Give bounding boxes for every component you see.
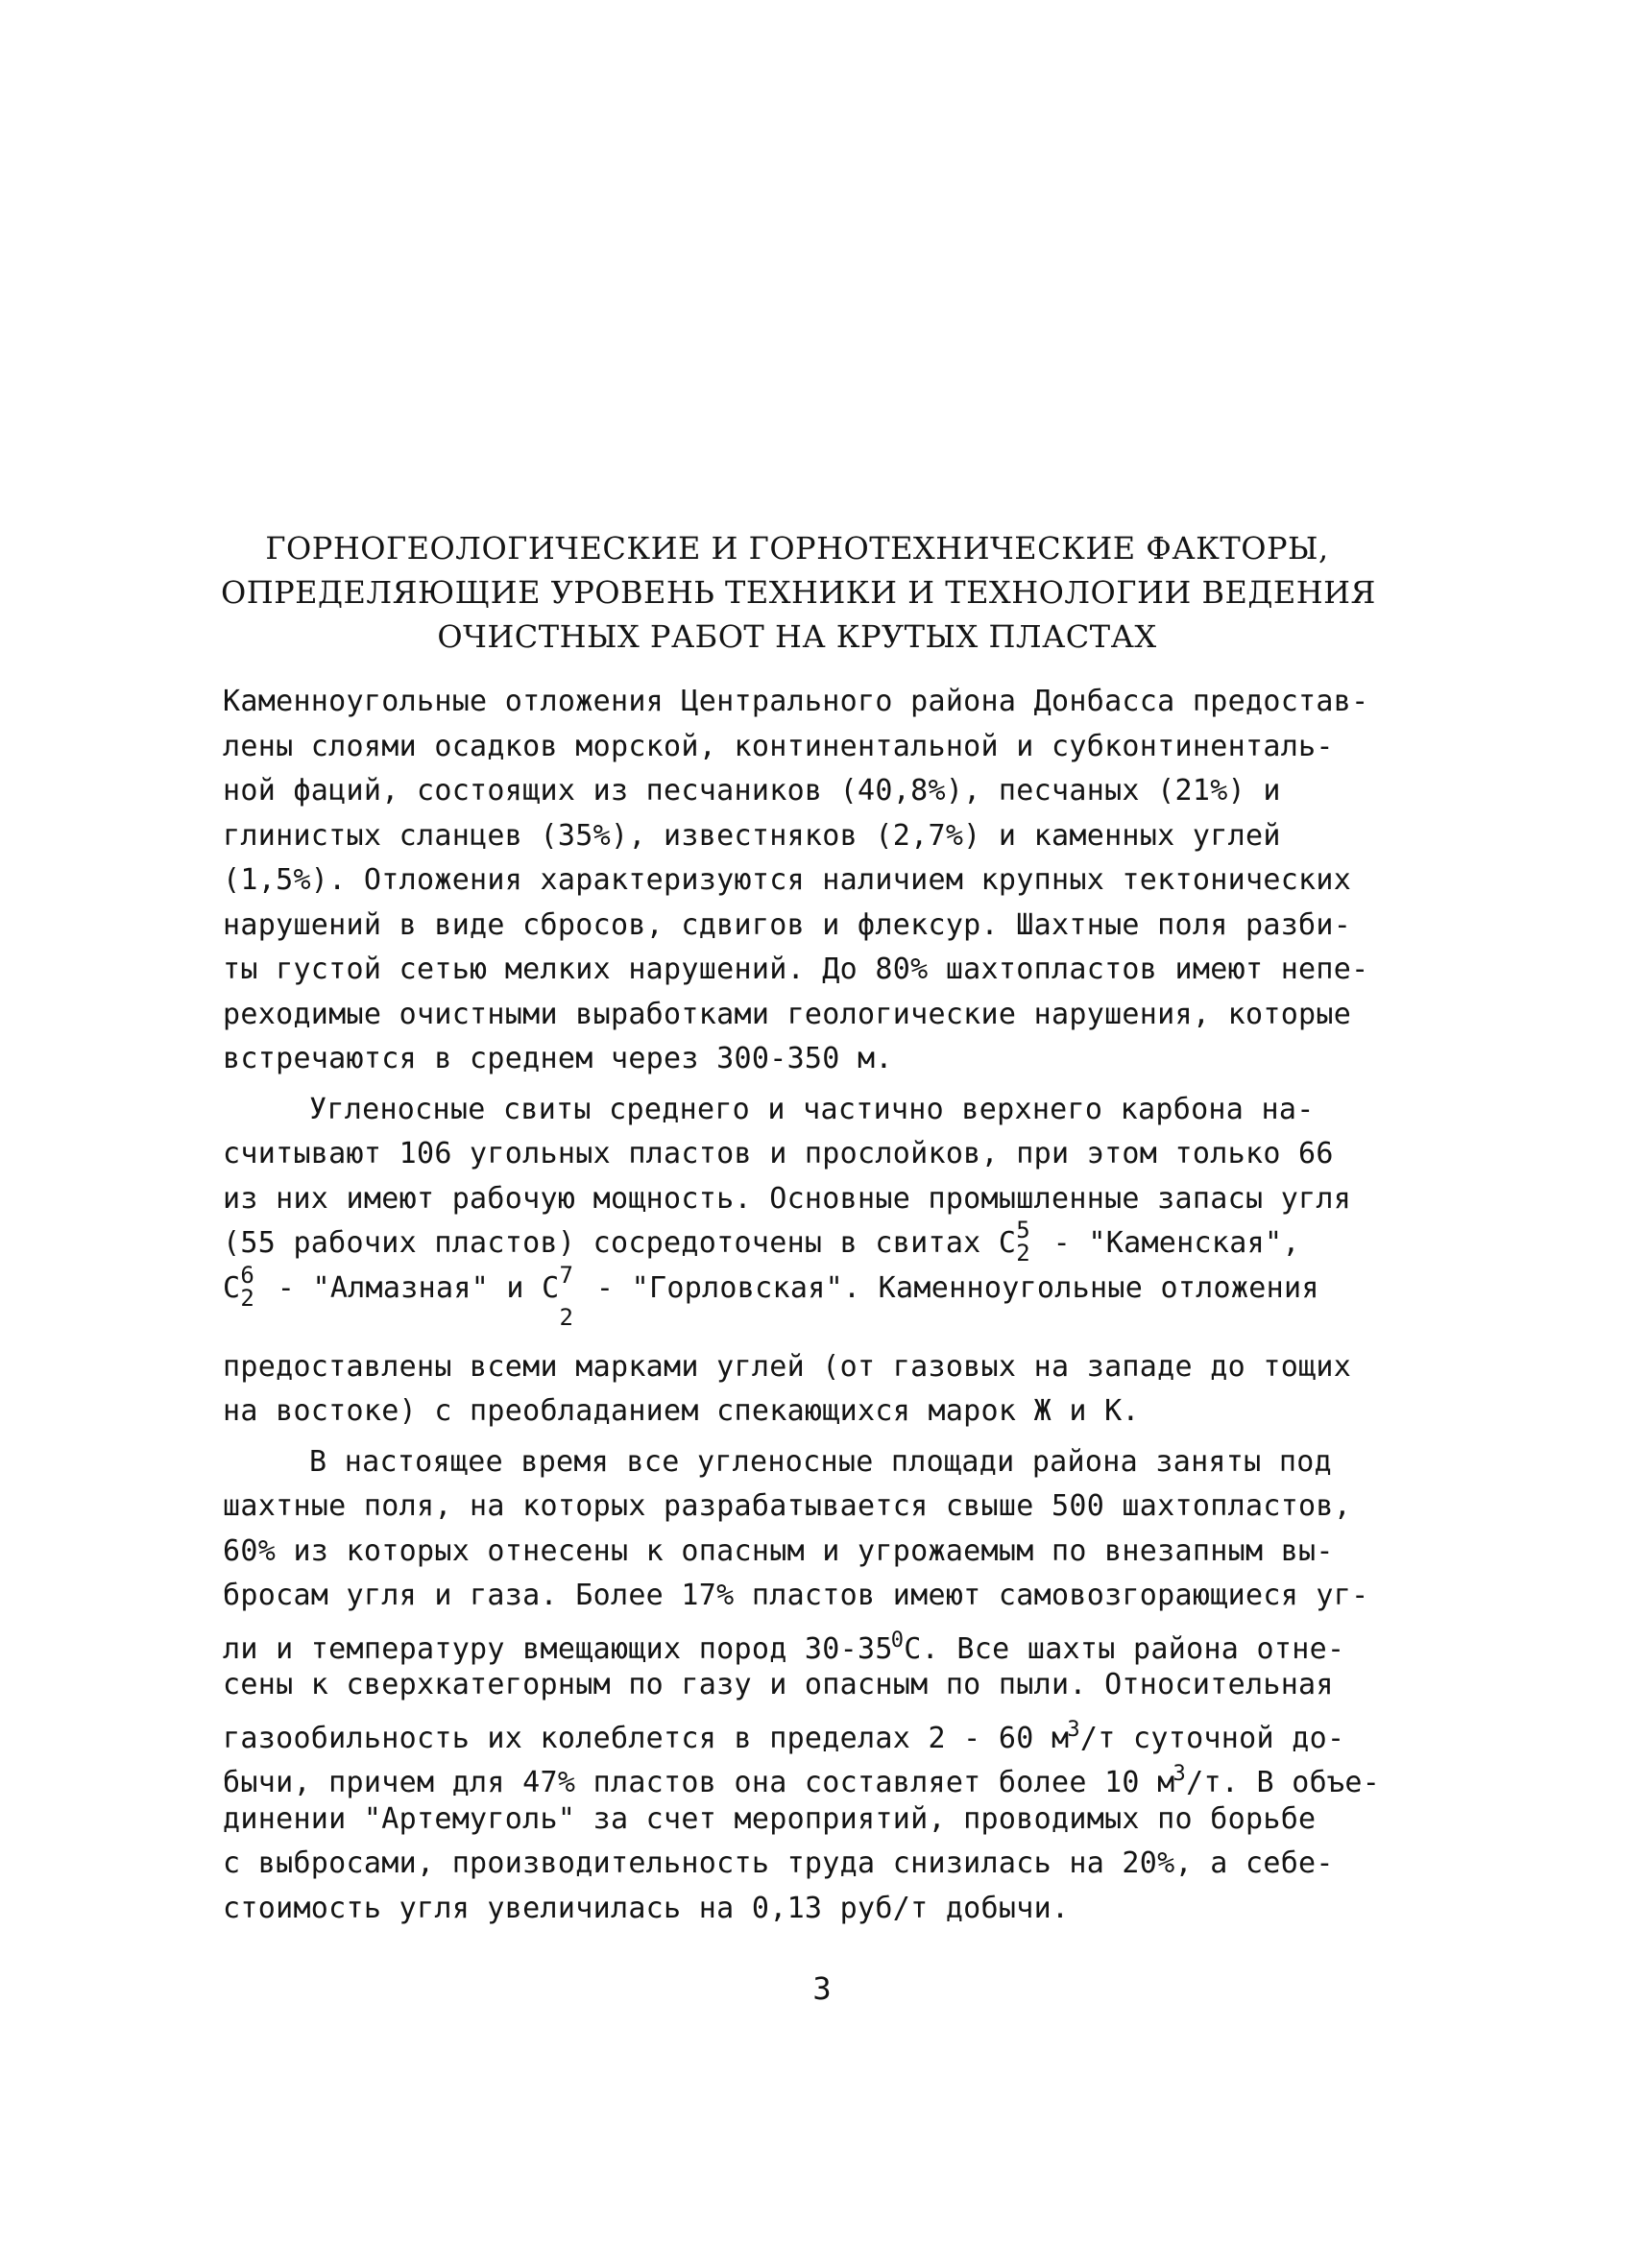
text-run: газообильность их колеблется в пределах 2 - 60 м bbox=[223, 1721, 1070, 1755]
paragraph-line bbox=[223, 1261, 1452, 1345]
paragraph-line: из них имеют рабочую мощность. Основные промышленные запасы угля bbox=[223, 1181, 1352, 1216]
page-number: 3 bbox=[812, 1970, 832, 2007]
paragraph-line bbox=[223, 1752, 1452, 1798]
paragraph-line: Каменноугольные отложения Центрального района Донбасса предостав- bbox=[223, 685, 1369, 718]
paragraph-line bbox=[223, 1619, 1452, 1664]
paragraph-line: стоимость угля увеличилась на 0,13 руб/т добычи. bbox=[223, 1891, 1070, 1925]
body-text bbox=[223, 680, 1452, 1931]
superscript: 5 bbox=[1016, 1217, 1031, 1243]
superscript: 3 bbox=[1173, 1762, 1187, 1786]
section-title bbox=[221, 526, 1376, 659]
formula-index bbox=[559, 1261, 579, 1331]
paragraph-line: нарушений в виде сбросов, сдвигов и флексур. Шахтные поля разби- bbox=[223, 907, 1352, 942]
subscript: 2 bbox=[1016, 1240, 1031, 1267]
paragraph-line: с выбросами, производительность труда снизилась на 20%, а себе- bbox=[223, 1846, 1334, 1880]
paragraph-line: лены слоями осадков морской, континентальной и субконтиненталь- bbox=[223, 729, 1334, 763]
paragraph-line bbox=[223, 1217, 1452, 1267]
superscript: 7 bbox=[559, 1261, 574, 1289]
paragraph-line: реходимые очистными выработками геологические нарушения, которые bbox=[223, 997, 1352, 1031]
text-run: С. Все шахты района отне- bbox=[904, 1631, 1345, 1666]
paragraph-1 bbox=[223, 680, 1452, 1082]
formula-index bbox=[240, 1261, 259, 1312]
paragraph-line: 60% из которых отнесены к опасным и угрожаемым по внезапным вы- bbox=[223, 1533, 1334, 1568]
superscript: 6 bbox=[240, 1261, 255, 1289]
paragraph-line: бросам угля и газа. Более 17% пластов имеют самовозгорающиеся уг- bbox=[223, 1579, 1369, 1612]
text-run: С bbox=[223, 1270, 241, 1305]
paragraph-line: (1,5%). Отложения характеризуются наличием крупных тектонических bbox=[223, 863, 1352, 897]
text-run: /т суточной до- bbox=[1079, 1721, 1345, 1755]
paragraph-line: глинистых сланцев (35%), известняков (2,7%) и каменных углей bbox=[223, 818, 1281, 853]
superscript: 3 bbox=[1067, 1717, 1080, 1742]
subscript: 2 bbox=[559, 1303, 574, 1331]
paragraph-line: сены к сверхкатегорным по газу и опасным по пыли. Относительная bbox=[223, 1668, 1334, 1701]
paragraph-line: В настоящее время все угленосные площади района заняты под bbox=[309, 1444, 1332, 1479]
paragraph-line: ты густой сетью мелких нарушений. До 80% шахтопластов имеют непе- bbox=[223, 953, 1369, 986]
paragraph-line: на востоке) с преобладанием спекающихся марок Ж и К. bbox=[223, 1394, 1140, 1428]
title-line-2: ОПРЕДЕЛЯЮЩИЕ УРОВЕНЬ ТЕХНИКИ И ТЕХНОЛОГИИ ВЕДЕНИЯ bbox=[221, 574, 1376, 611]
paragraph-line: Угленосные свиты среднего и частично верхнего карбона на- bbox=[309, 1092, 1315, 1126]
title-line-3: ОЧИСТНЫХ РАБОТ НА КРУТЫХ ПЛАСТАХ bbox=[437, 618, 1157, 655]
text-run: - "Алмазная" и С bbox=[259, 1270, 560, 1305]
superscript: 0 bbox=[890, 1628, 905, 1653]
text-run: - "Горловская". Каменноугольные отложения bbox=[578, 1270, 1319, 1305]
text-run: бычи, причем для 47% пластов она составляет более 10 м bbox=[223, 1766, 1175, 1799]
paragraph-line: предоставлены всеми марками углей (от газовых на западе до тощих bbox=[223, 1349, 1352, 1384]
text-run: - "Каменская", bbox=[1035, 1226, 1300, 1260]
paragraph-line: шахтные поля, на которых разрабатывается свыше 500 шахтопластов, bbox=[223, 1489, 1352, 1523]
text-run: /т. В объе- bbox=[1186, 1766, 1381, 1799]
title-line-1: ГОРНОГЕОЛОГИЧЕСКИЕ И ГОРНОТЕХНИЧЕСКИЕ ФАКТОРЫ, bbox=[265, 530, 1329, 567]
paragraph-line: считывают 106 угольных пластов и прослойков, при этом только 66 bbox=[223, 1137, 1334, 1170]
subscript: 2 bbox=[240, 1284, 255, 1312]
paragraph-line: динении "Артемуголь" за счет мероприятий, проводимых по борьбе bbox=[223, 1801, 1317, 1836]
paragraph-line: ной фаций, состоящих из песчаников (40,8%), песчаных (21%) и bbox=[223, 774, 1281, 808]
formula-index bbox=[1016, 1217, 1035, 1267]
paragraph-line: встречаются в среднем через 300-350 м. bbox=[223, 1042, 893, 1075]
paragraph-2 bbox=[223, 1088, 1452, 1435]
paragraph-3 bbox=[223, 1440, 1452, 1932]
paragraph-line bbox=[223, 1708, 1452, 1753]
text-run: ли и температуру вмещающих пород 30-35 bbox=[223, 1631, 893, 1666]
text-run: (55 рабочих пластов) сосредоточены в свитах С bbox=[223, 1226, 1017, 1260]
